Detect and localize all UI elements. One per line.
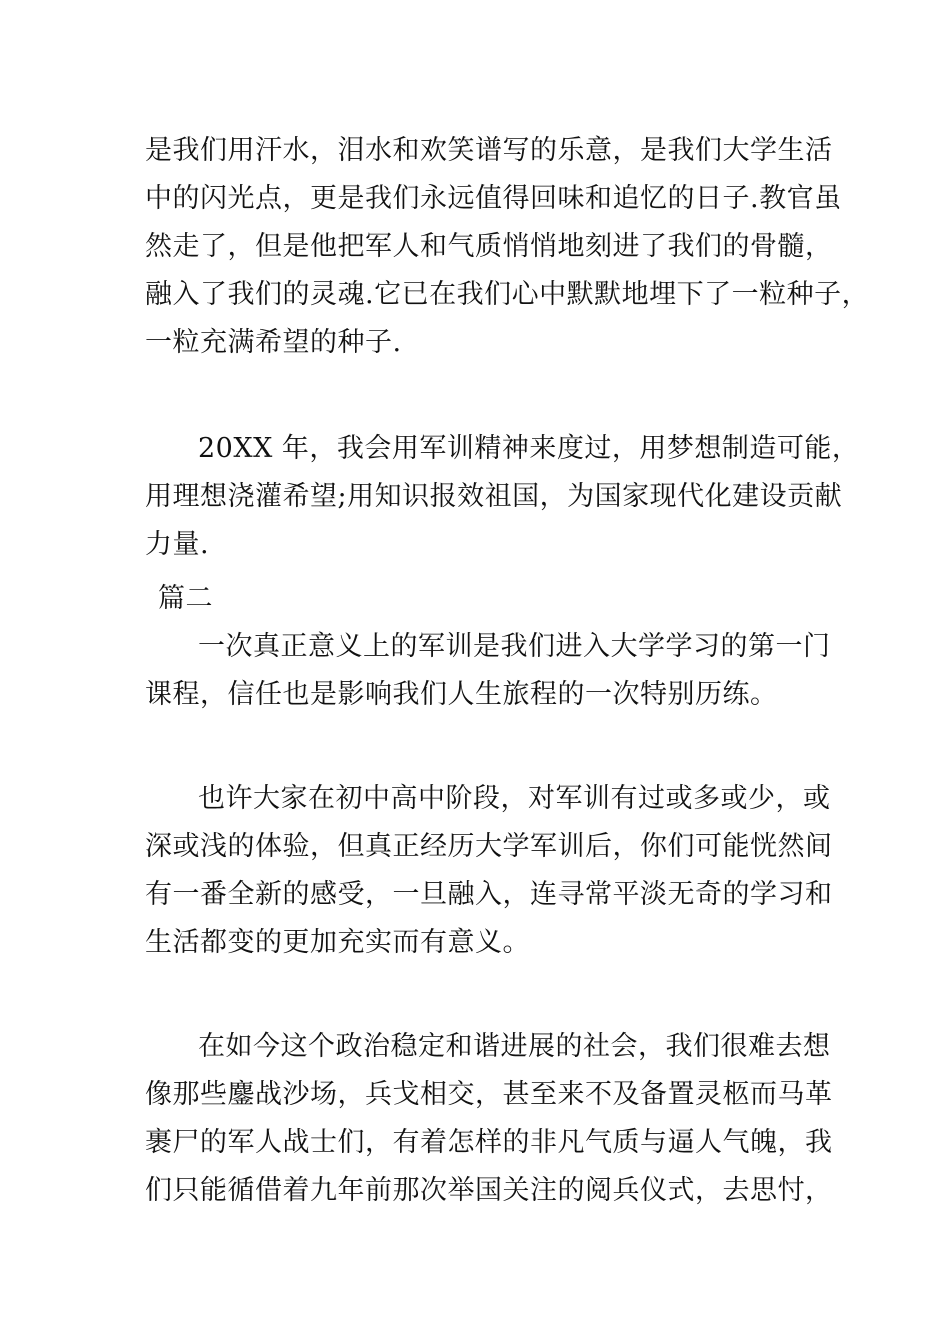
text-line: 们只能循借着九年前那次举国关注的阅兵仪式，去思忖， bbox=[145, 1175, 833, 1206]
section-heading: 篇二 bbox=[158, 583, 213, 614]
text-line: 力量. bbox=[145, 529, 210, 560]
text-line: 像那些鏖战沙场，兵戈相交，甚至来不及备置灵柩而马革 bbox=[145, 1079, 833, 1110]
text-line: 也许大家在初中高中阶段，对军训有过或多或少，或 bbox=[198, 783, 831, 814]
text-line: 课程，信任也是影响我们人生旅程的一次特别历练。 bbox=[145, 679, 778, 710]
text-line: 在如今这个政治稳定和谐进展的社会，我们很难去想 bbox=[198, 1031, 831, 1062]
text-line: 然走了，但是他把军人和气质悄悄地刻进了我们的骨髓， bbox=[145, 231, 833, 262]
text-line: 一次真正意义上的军训是我们进入大学学习的第一门 bbox=[198, 631, 831, 662]
text-line: 一粒充满希望的种子. bbox=[145, 327, 402, 358]
text-line: 是我们用汗水，泪水和欢笑谱写的乐意，是我们大学生活 bbox=[145, 135, 833, 166]
text-line: 融入了我们的灵魂.它已在我们心中默默地埋下了一粒种子， bbox=[145, 279, 870, 310]
text-line: 生活都变的更加充实而有意义。 bbox=[145, 927, 530, 958]
text-line: 中的闪光点，更是我们永远值得回味和追忆的日子.教官虽 bbox=[145, 183, 842, 214]
text-line: 有一番全新的感受，一旦融入，连寻常平淡无奇的学习和 bbox=[145, 879, 833, 910]
text-line: 裹尸的军人战士们，有着怎样的非凡气质与逼人气魄，我 bbox=[145, 1127, 833, 1158]
text-line: 深或浅的体验，但真正经历大学军训后，你们可能恍然间 bbox=[145, 831, 833, 862]
text-line: 20XX 年，我会用军训精神来度过，用梦想制造可能， bbox=[198, 433, 860, 464]
text-line: 用理想浇灌希望;用知识报效祖国，为国家现代化建设贡献 bbox=[145, 481, 843, 512]
